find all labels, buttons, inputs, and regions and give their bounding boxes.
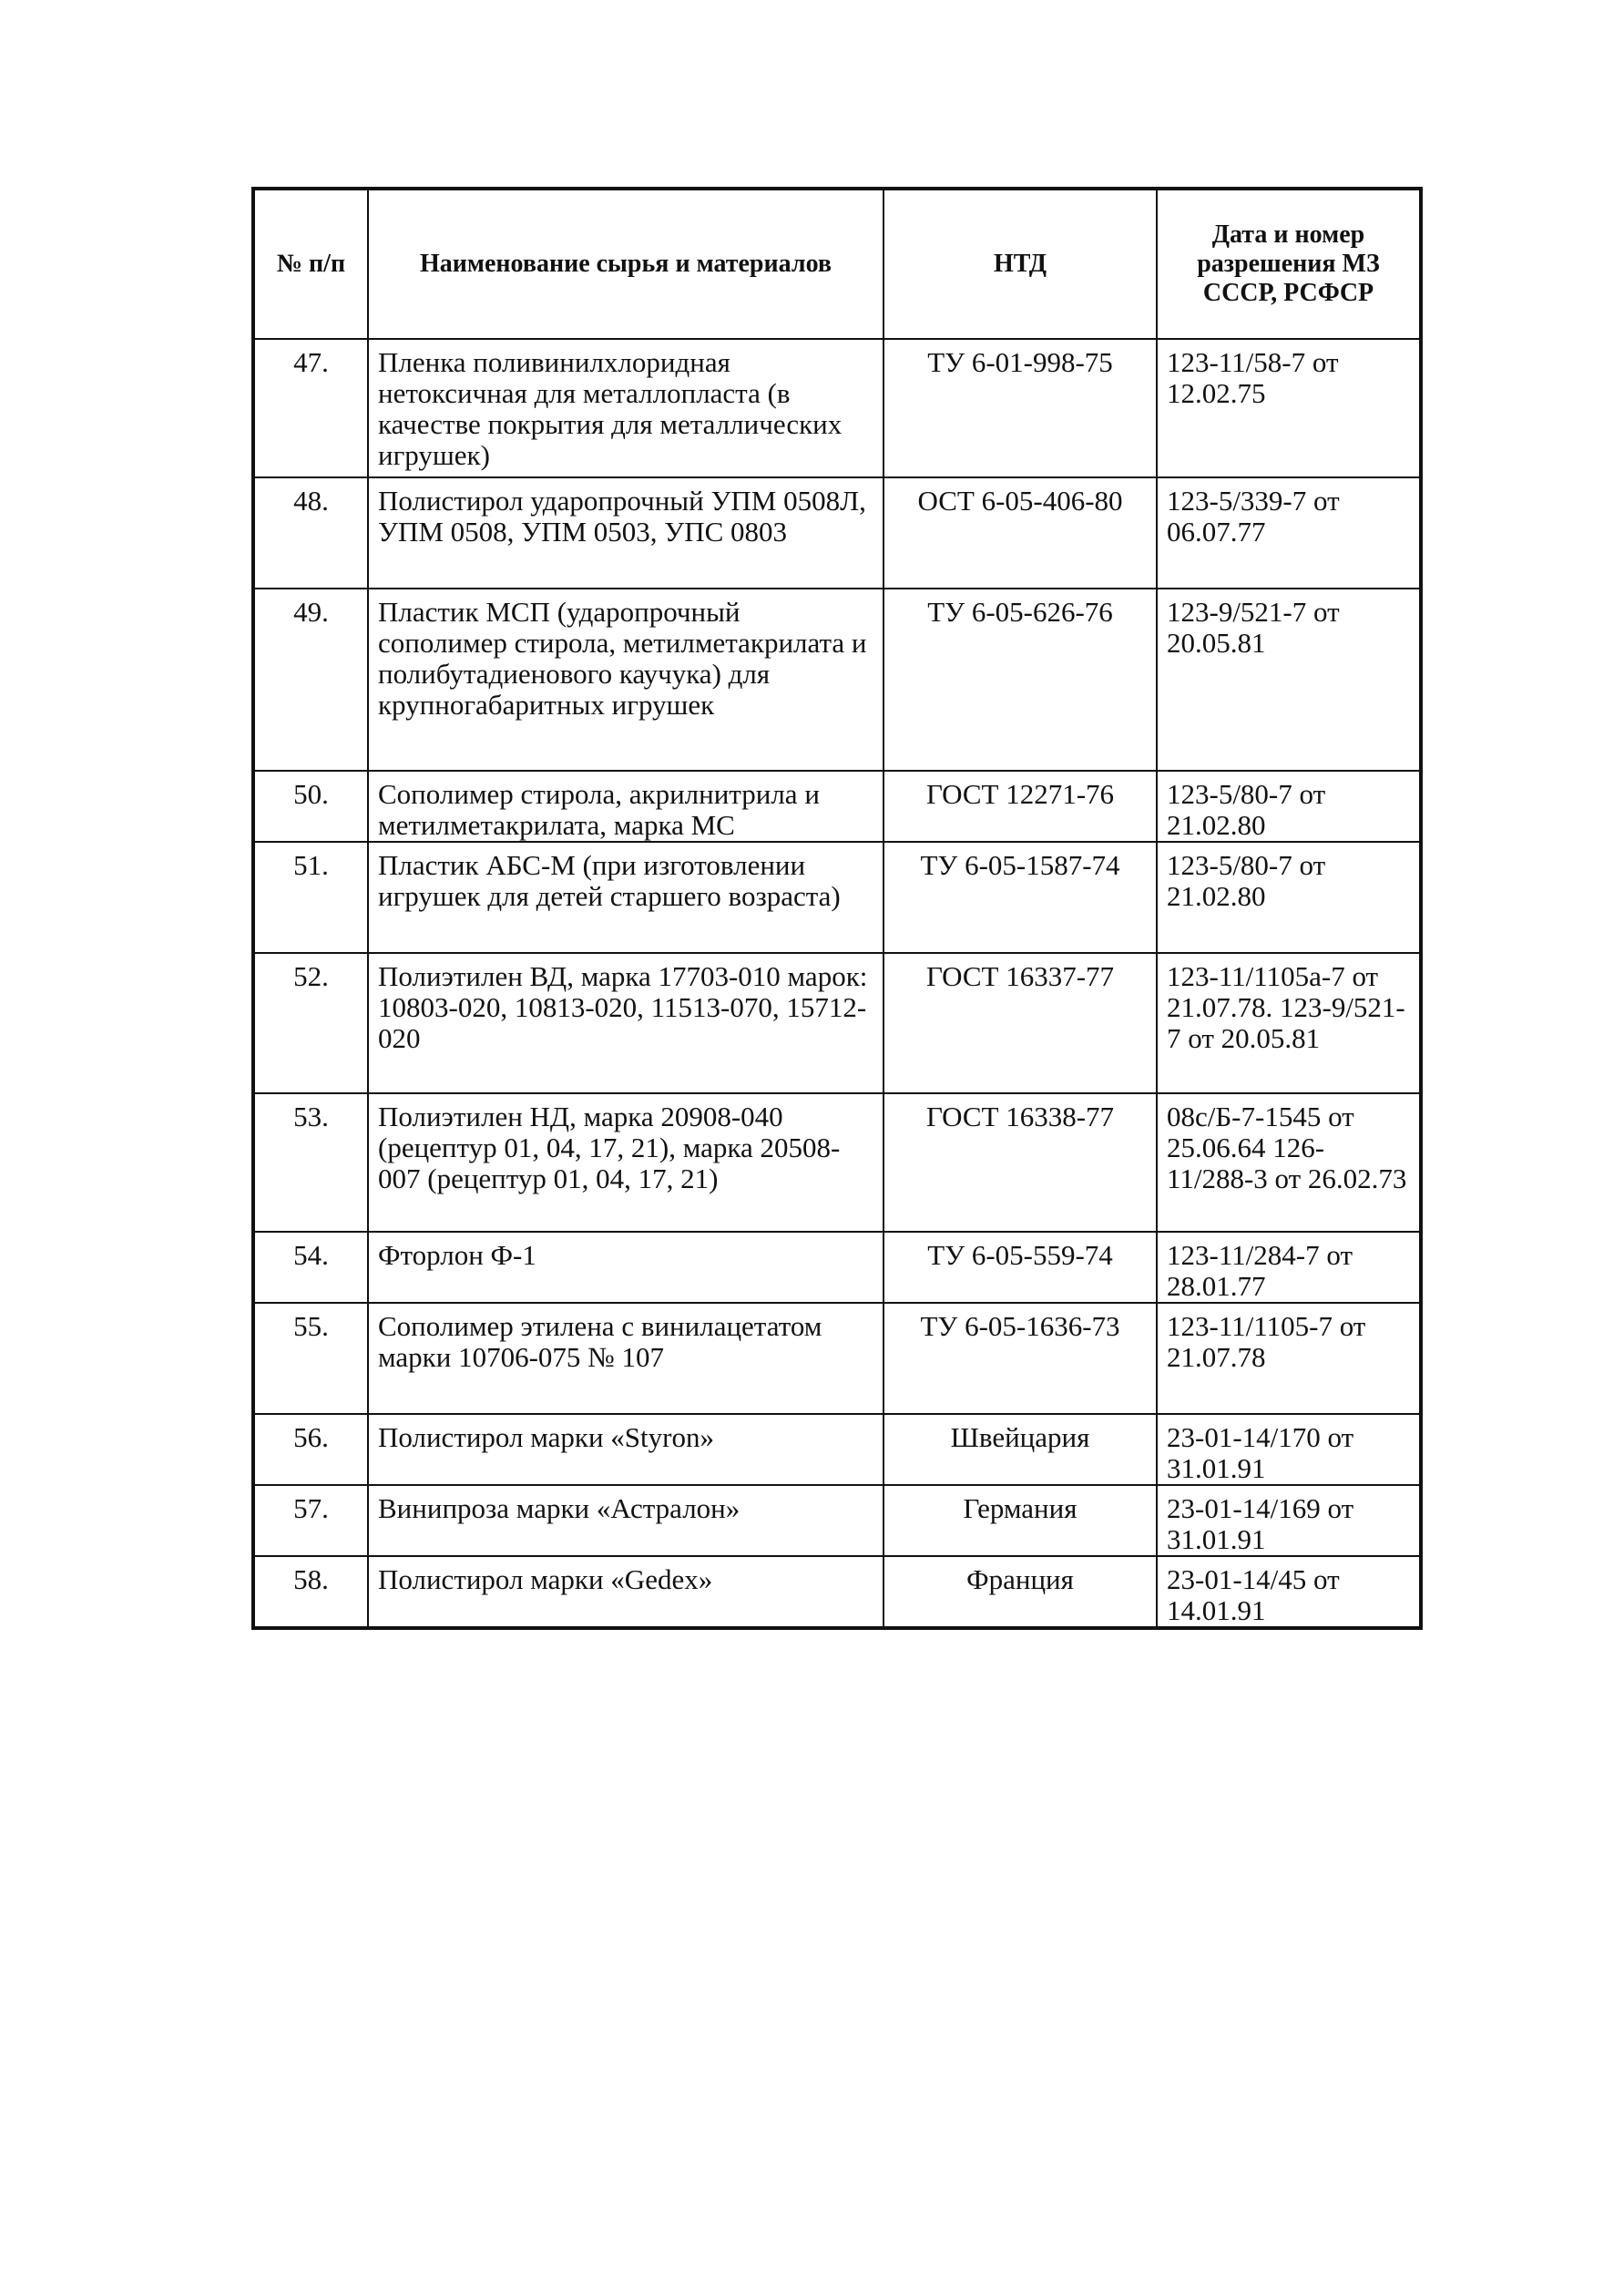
row-number: 47. [253, 339, 368, 477]
row-ntd: Франция [883, 1556, 1157, 1628]
table-row [253, 1093, 1421, 1232]
row-material-name: Полиэтилен НД, марка 20908-040 (рецептур 01, 04, 17, 21), марка 20508-007 (рецептур 01, 04, 17, 21) [368, 1093, 883, 1232]
row-ntd: ТУ 6-05-1587-74 [883, 842, 1157, 953]
row-ntd: ТУ 6-01-998-75 [883, 339, 1157, 477]
row-number: 49. [253, 589, 368, 771]
row-material-name: Пластик МСП (ударопрочный сополимер стирола, метилметакрилата и полибутадиенового каучука) для крупногабаритных игрушек [368, 589, 883, 771]
table-row [253, 589, 1421, 771]
row-number: 55. [253, 1303, 368, 1414]
row-ntd: ГОСТ 16338-77 [883, 1093, 1157, 1232]
row-permission: 123-11/58-7 от 12.02.75 [1157, 339, 1421, 477]
row-permission: 23-01-14/169 от 31.01.91 [1157, 1485, 1421, 1556]
row-permission: 123-11/284-7 от 28.01.77 [1157, 1232, 1421, 1303]
row-number: 54. [253, 1232, 368, 1303]
row-material-name: Винипроза марки «Астралон» [368, 1485, 883, 1556]
table-row [253, 1414, 1421, 1485]
row-permission: 123-11/1105а-7 от 21.07.78. 123-9/521-7 от 20.05.81 [1157, 953, 1421, 1093]
row-ntd: ТУ 6-05-626-76 [883, 589, 1157, 771]
materials-table [251, 187, 1423, 1630]
row-number: 53. [253, 1093, 368, 1232]
row-number: 57. [253, 1485, 368, 1556]
row-permission: 123-11/1105-7 от 21.07.78 [1157, 1303, 1421, 1414]
row-number: 56. [253, 1414, 368, 1485]
table-row [253, 1232, 1421, 1303]
row-material-name: Полистирол марки «Styron» [368, 1414, 883, 1485]
table-row [253, 1485, 1421, 1556]
header-num: № п/п [253, 189, 368, 339]
row-permission: 23-01-14/170 от 31.01.91 [1157, 1414, 1421, 1485]
row-number: 52. [253, 953, 368, 1093]
header-ntd: НТД [883, 189, 1157, 339]
row-ntd: Швейцария [883, 1414, 1157, 1485]
table-row [253, 339, 1421, 477]
row-material-name: Полистирол ударопрочный УПМ 0508Л, УПМ 0508, УПМ 0503, УПС 0803 [368, 477, 883, 589]
row-material-name: Сополимер этилена с винилацетатом марки 10706-075 № 107 [368, 1303, 883, 1414]
row-material-name: Пленка поливинилхлоридная нетоксичная для металлопласта (в качестве покрытия для металлических игрушек) [368, 339, 883, 477]
header-permission: Дата и номер разрешения МЗ СССР, РСФСР [1157, 189, 1421, 339]
row-ntd: ТУ 6-05-1636-73 [883, 1303, 1157, 1414]
row-number: 50. [253, 771, 368, 842]
row-permission: 23-01-14/45 от 14.01.91 [1157, 1556, 1421, 1628]
row-ntd: Германия [883, 1485, 1157, 1556]
row-permission: 123-5/80-7 от 21.02.80 [1157, 842, 1421, 953]
row-material-name: Полистирол марки «Gedex» [368, 1556, 883, 1628]
row-material-name: Полиэтилен ВД, марка 17703-010 марок: 10803-020, 10813-020, 11513-070, 15712-020 [368, 953, 883, 1093]
row-permission: 123-5/80-7 от 21.02.80 [1157, 771, 1421, 842]
row-material-name: Сополимер стирола, акрилнитрила и метилметакрилата, марка МС [368, 771, 883, 842]
row-number: 58. [253, 1556, 368, 1628]
table-header-row [253, 189, 1421, 339]
table-row [253, 953, 1421, 1093]
row-ntd: ОСТ 6-05-406-80 [883, 477, 1157, 589]
row-material-name: Пластик АБС-М (при изготовлении игрушек для детей старшего возраста) [368, 842, 883, 953]
row-number: 48. [253, 477, 368, 589]
table-row [253, 842, 1421, 953]
row-ntd: ТУ 6-05-559-74 [883, 1232, 1157, 1303]
table-row [253, 477, 1421, 589]
table-row [253, 1556, 1421, 1628]
row-permission: 08с/Б-7-1545 от 25.06.64 126-11/288-3 от 26.02.73 [1157, 1093, 1421, 1232]
row-ntd: ГОСТ 16337-77 [883, 953, 1157, 1093]
header-name: Наименование сырья и материалов [368, 189, 883, 339]
row-material-name: Фторлон Ф-1 [368, 1232, 883, 1303]
row-number: 51. [253, 842, 368, 953]
row-permission: 123-9/521-7 от 20.05.81 [1157, 589, 1421, 771]
row-ntd: ГОСТ 12271-76 [883, 771, 1157, 842]
row-permission: 123-5/339-7 от 06.07.77 [1157, 477, 1421, 589]
table-body [253, 339, 1421, 1628]
table-row [253, 1303, 1421, 1414]
table-row [253, 771, 1421, 842]
